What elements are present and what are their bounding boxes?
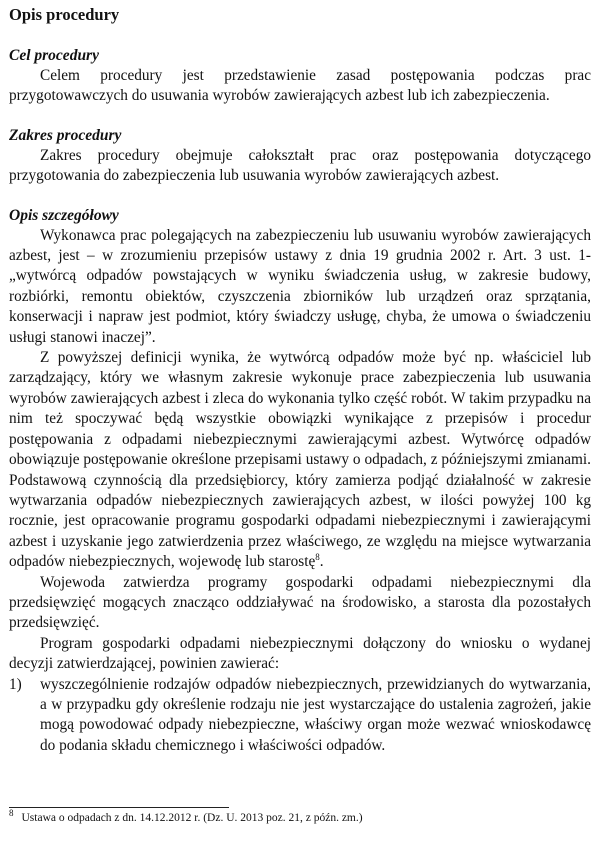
paragraph-definicja: Z powyższej definicji wynika, że wytwórcą odpadów może być np. właściciel lub zarządzający, który we własnym zakresie wykonuje prace zabezpieczenia lub usuwania wyrobów zawierających azbest i zleca do wykonania tylko część robót. W takim przypadku na nim też spoczywać będą wszystkie obowiązki wynikające z przepisów i procedur postępowania z odpadami niebezpiecznymi zawierającymi azbest. Wytwórcę odpadów obowiązuje postępowanie określone przepisami ustawy o odpadach, z późniejszymi zmianami. Podstawową czynnością dla przedsiębiorcy, który zamierza podjąć działalność w zakresie wytwarzania odpadów niebezpiecznych zawierających azbest, w ilości powyżej 100 kg rocznie, jest opracowanie programu gospodarki odpadami niebezpiecznymi i zawierającymi azbest i uzyskanie jego zatwierdzenia przez właściwego, ze względu na miejsce wytwarzania odpadów niebezpiecznych, wojewodę lub starostę$^8$. — [9, 349, 591, 571]
paragraph-wykonawca: Wykonawca prac polegających na zabezpieczeniu lub usuwaniu wyrobów zawierających azbest, jest – w zrozumieniu przepisów ustawy z dnia 19 grudnia 2002 r. Art. 3 ust. 1- „wytwórcą odpadów powstających w wyniku świadczenia usług, w zakresie budowy, rozbiórki, remontu obiektów, czyszczenia zbiorników lub urządzeń oraz sprzątania, konserwacji i napraw jest podmiot, który świadczy usługę, chyba, że umowa o świadczeniu usługi stanowi inaczej”. — [9, 226, 591, 346]
paragraph-cel: Celem procedury jest przedstawienie zasad postępowania podczas prac przygotowawczych do usuwania wyrobów zawierających azbest lub ich zabezpieczenia. — [9, 67, 591, 105]
section-heading-opis: Opis szczegółowy — [9, 206, 119, 224]
footnote-mark: 8 — [9, 808, 14, 819]
paragraph-program: Program gospodarki odpadami niebezpiecznymi dołączony do wniosku o wydanej decyzji zatwierdzającej, powinien zawierać: — [9, 634, 591, 673]
page-title: Opis procedury — [9, 5, 120, 24]
footnote-text: Ustawa o odpadach z dn. 14.12.2012 r. (Dz. U. 2013 poz. 21, z późn. zm.) — [21, 812, 363, 824]
section-heading-cel: Cel procedury — [9, 47, 99, 64]
paragraph-zakres: Zakres procedury obejmuje całokształt prac oraz postępowania dotyczącego przygotowania do zabezpieczenia lub usuwania wyrobów zawierających azbest. — [9, 146, 591, 185]
spacer — [9, 187, 591, 206]
paragraph-wojewoda: Wojewoda zatwierdza programy gospodarki odpadami niebezpiecznymi dla przedsięwzięć mogących znacząco oddziaływać na środowisko, a starosta dla pozostałych przedsięwzięć. — [9, 573, 591, 632]
paragraph-definicja-text: Z powyższej definicji wynika, że wytwórcą odpadów może być np. właściciel lub zarządzający, który we własnym zakresie wykonuje prace zabezpieczenia lub usuwania wyrobów zawierających azbest i zleca do wykonania tylko część robót. W takim przypadku na nim też spoczywać będą wszystkie obowiązki wynikające z przepisów i procedur postępowania z odpadami niebezpiecznymi zawierającymi azbest. Wytwórcę odpadów obowiązuje postępowanie określone przepisami ustawy o odpadach, z późniejszymi zmianami. Podstawową czynnością dla przedsiębiorcy, który zamierza podjąć działalność w zakresie wytwarzania odpadów niebezpiecznych zawierających azbest, w ilości powyżej 100 kg rocznie, jest opracowanie programu gospodarki odpadami niebezpiecznymi i zawierającymi azbest i uzyskanie jego zatwierdzenia przez właściwego, ze względu na miejsce wytwarzania odpadów niebezpiecznych, wojewodę lub starostę — [9, 349, 591, 571]
footnote — [9, 808, 363, 825]
list-item — [9, 675, 591, 757]
footnote-divider — [9, 807, 229, 808]
footnote-ref[interactable]: 8 — [315, 552, 320, 563]
section-heading-zakres: Zakres procedury — [9, 126, 122, 144]
spacer — [9, 107, 591, 126]
list-item-number: 1) — [9, 675, 22, 693]
list-item-text: wyszczególnienie rodzajów odpadów niebezpiecznych, przewidzianych do wytwarzania, a w przypadku gdy określenie rodzaju nie jest wystarczające do ustalenia zagrożeń, jakie mogą powodować odpady niebezpieczne, właściwy organ może wezwać wnioskodawcę do podania składu chemicznego i właściwości odpadów. — [40, 675, 591, 754]
